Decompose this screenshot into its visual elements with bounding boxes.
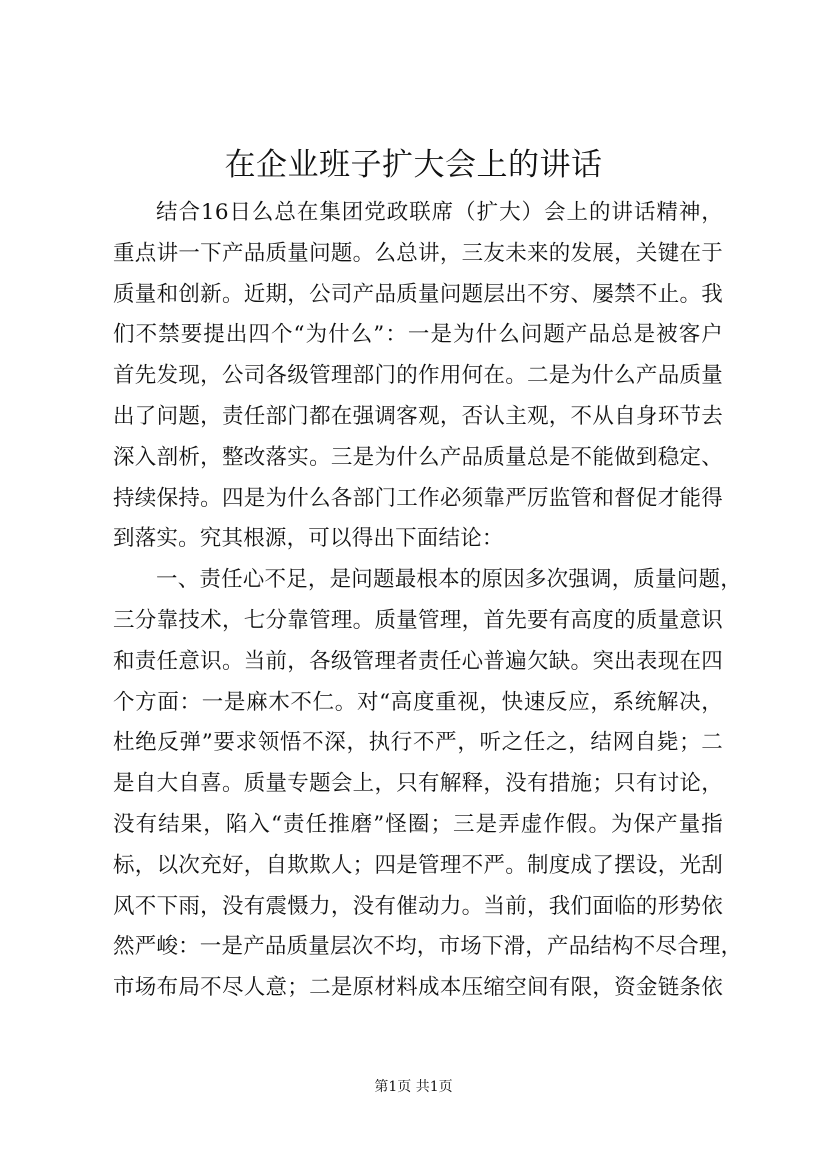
paragraph-line: 和责任意识。当前，各级管理者责任心普遍欠缺。突出表现在四 xyxy=(113,648,723,674)
paragraph-line: 标，以次充好，自欺欺人；四是管理不严。制度成了摆设，光刮 xyxy=(113,852,723,878)
paragraph-line: 首先发现，公司各级管理部门的作用何在。二是为什么产品质量 xyxy=(113,363,723,389)
paragraph-line: 一、责任心不足，是问题最根本的原因多次强调，质量问题， xyxy=(156,567,742,593)
paragraph-line: 深入剖析，整改落实。三是为什么产品质量总是不能做到稳定、 xyxy=(113,444,723,470)
paragraph-line: 们不禁要提出四个“为什么”：一是为什么问题产品总是被客户 xyxy=(113,322,723,348)
paragraph-line: 到落实。究其根源，可以得出下面结论： xyxy=(113,526,504,552)
page-footer: 第1页 共1页 xyxy=(374,1079,453,1095)
document-title: 在企业班子扩大会上的讲话 xyxy=(224,147,603,183)
paragraph-line: 杜绝反弹”要求领悟不深，执行不严，听之任之，结网自毙；二 xyxy=(113,730,723,756)
paragraph-line: 市场布局不尽人意；二是原材料成本压缩空间有限，资金链条依 xyxy=(113,975,723,1001)
paragraph-line: 出了问题，责任部门都在强调客观，否认主观，不从自身环节去 xyxy=(113,403,723,429)
paragraph-line: 没有结果，陷入“责任推磨”怪圈；三是弄虚作假。为保产量指 xyxy=(113,811,723,837)
paragraph-line: 三分靠技术，七分靠管理。质量管理，首先要有高度的质量意识 xyxy=(113,607,723,633)
paragraph-line: 质量和创新。近期，公司产品质量问题层出不穷、屡禁不止。我 xyxy=(113,281,723,307)
document-body xyxy=(113,193,743,1009)
paragraph-line: 重点讲一下产品质量问题。么总讲，三友未来的发展，关键在于 xyxy=(113,240,723,266)
paragraph-line: 是自大自喜。质量专题会上，只有解释，没有措施；只有讨论， xyxy=(113,771,723,797)
paragraph-line: 个方面：一是麻木不仁。对“高度重视，快速反应，系统解决， xyxy=(113,689,723,715)
paragraph-line: 然严峻：一是产品质量层次不均，市场下滑，产品结构不尽合理， xyxy=(113,934,743,960)
paragraph-line: 持续保持。四是为什么各部门工作必须靠严厉监管和督促才能得 xyxy=(113,485,723,511)
paragraph-line: 结合16日么总在集团党政联席（扩大）会上的讲话精神， xyxy=(156,200,723,225)
paragraph-line: 风不下雨，没有震慑力，没有催动力。当前，我们面临的形势依 xyxy=(113,893,723,919)
